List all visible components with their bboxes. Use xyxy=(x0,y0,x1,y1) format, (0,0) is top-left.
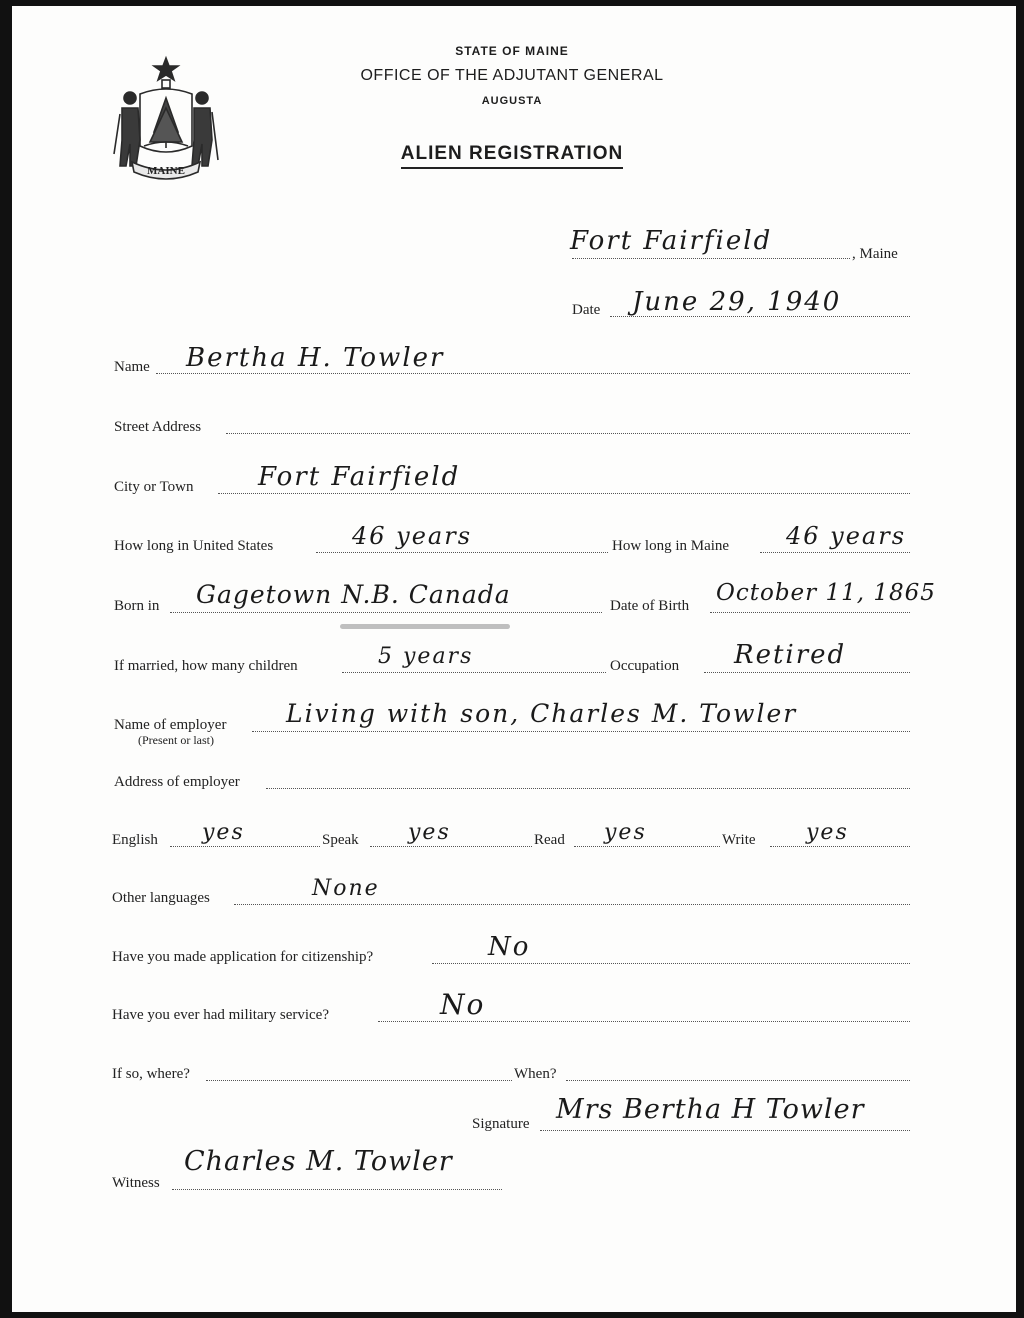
street-line xyxy=(226,433,910,434)
employer-label: Name of employer xyxy=(114,717,227,733)
us-duration-label: How long in United States xyxy=(114,538,274,554)
where-line xyxy=(206,1080,512,1081)
scan-border-right xyxy=(1016,0,1024,1318)
read-line xyxy=(574,846,720,847)
speak-value: yes xyxy=(408,820,451,845)
other-languages-value: None xyxy=(312,876,380,901)
occupation-value: Retired xyxy=(734,640,847,670)
children-line xyxy=(342,672,606,673)
citizenship-line xyxy=(432,963,910,964)
scan-border-bottom xyxy=(0,1312,1024,1318)
us-duration-value: 46 years xyxy=(352,522,473,550)
children-value: 5 years xyxy=(378,644,474,669)
form-title xyxy=(0,143,1024,165)
military-label: Have you ever had military service? xyxy=(112,1007,329,1023)
header-office: OFFICE OF THE ADJUTANT GENERAL xyxy=(360,67,664,84)
place-suffix: , Maine xyxy=(852,246,898,262)
speak-line xyxy=(370,846,532,847)
signature-value: Mrs Bertha H Towler xyxy=(556,1094,865,1125)
city-line xyxy=(218,493,910,494)
maine-duration-label: How long in Maine xyxy=(612,538,730,554)
other-languages-label: Other languages xyxy=(112,890,210,906)
write-line xyxy=(770,846,910,847)
street-label: Street Address xyxy=(114,419,202,435)
signature-line xyxy=(540,1130,910,1131)
employer-address-line xyxy=(266,788,910,789)
employer-value: Living with son, Charles M. Towler xyxy=(286,699,798,728)
scan-border-left xyxy=(0,0,12,1318)
employer-address-label: Address of employer xyxy=(114,774,240,790)
signature-label: Signature xyxy=(472,1116,530,1132)
where-label: If so, where? xyxy=(112,1066,190,1082)
header-state: STATE OF MAINE xyxy=(455,44,569,58)
header-city: AUGUSTA xyxy=(481,95,543,107)
us-duration-line xyxy=(316,552,608,553)
read-value: yes xyxy=(604,820,647,845)
english-line xyxy=(170,846,320,847)
write-value: yes xyxy=(806,820,849,845)
born-label: Born in xyxy=(114,598,160,614)
read-label: Read xyxy=(534,832,565,848)
name-value: Bertha H. Towler xyxy=(186,343,445,373)
dob-value: October 11, 1865 xyxy=(716,580,936,606)
name-label: Name xyxy=(114,359,150,375)
date-label: Date xyxy=(572,302,601,318)
born-value: Gagetown N.B. Canada xyxy=(196,580,511,609)
military-line xyxy=(378,1021,910,1022)
form-title-text: ALIEN REGISTRATION xyxy=(401,143,623,169)
occupation-label: Occupation xyxy=(610,658,680,674)
maine-duration-line xyxy=(760,552,910,553)
citizenship-value: No xyxy=(488,932,531,962)
maine-duration-value: 46 years xyxy=(786,522,907,550)
witness-line xyxy=(172,1189,502,1190)
place-line xyxy=(572,258,850,259)
place-value: Fort Fairfield xyxy=(570,226,773,256)
when-label: When? xyxy=(514,1066,557,1082)
pencil-smudge xyxy=(340,624,510,629)
city-value: Fort Fairfield xyxy=(258,462,461,492)
speak-label: Speak xyxy=(322,832,359,848)
dob-label: Date of Birth xyxy=(610,598,690,614)
witness-value: Charles M. Towler xyxy=(184,1146,453,1177)
when-line xyxy=(566,1080,910,1081)
witness-label: Witness xyxy=(112,1175,160,1191)
scan-border-top xyxy=(0,0,1024,6)
citizenship-label: Have you made application for citizenship? xyxy=(112,949,374,965)
english-label: English xyxy=(112,832,158,848)
born-line xyxy=(170,612,602,613)
city-label: City or Town xyxy=(114,479,194,495)
occupation-line xyxy=(704,672,910,673)
employer-sublabel: (Present or last) xyxy=(138,733,214,747)
military-value: No xyxy=(440,988,486,1021)
name-line xyxy=(156,373,910,374)
write-label: Write xyxy=(722,832,756,848)
english-value: yes xyxy=(202,820,245,845)
date-value: June 29, 1940 xyxy=(632,287,842,317)
children-label: If married, how many children xyxy=(114,658,298,674)
seal-banner-text: MAINE xyxy=(147,165,185,177)
other-languages-line xyxy=(234,904,910,905)
employer-line xyxy=(252,731,910,732)
dob-line xyxy=(710,612,910,613)
